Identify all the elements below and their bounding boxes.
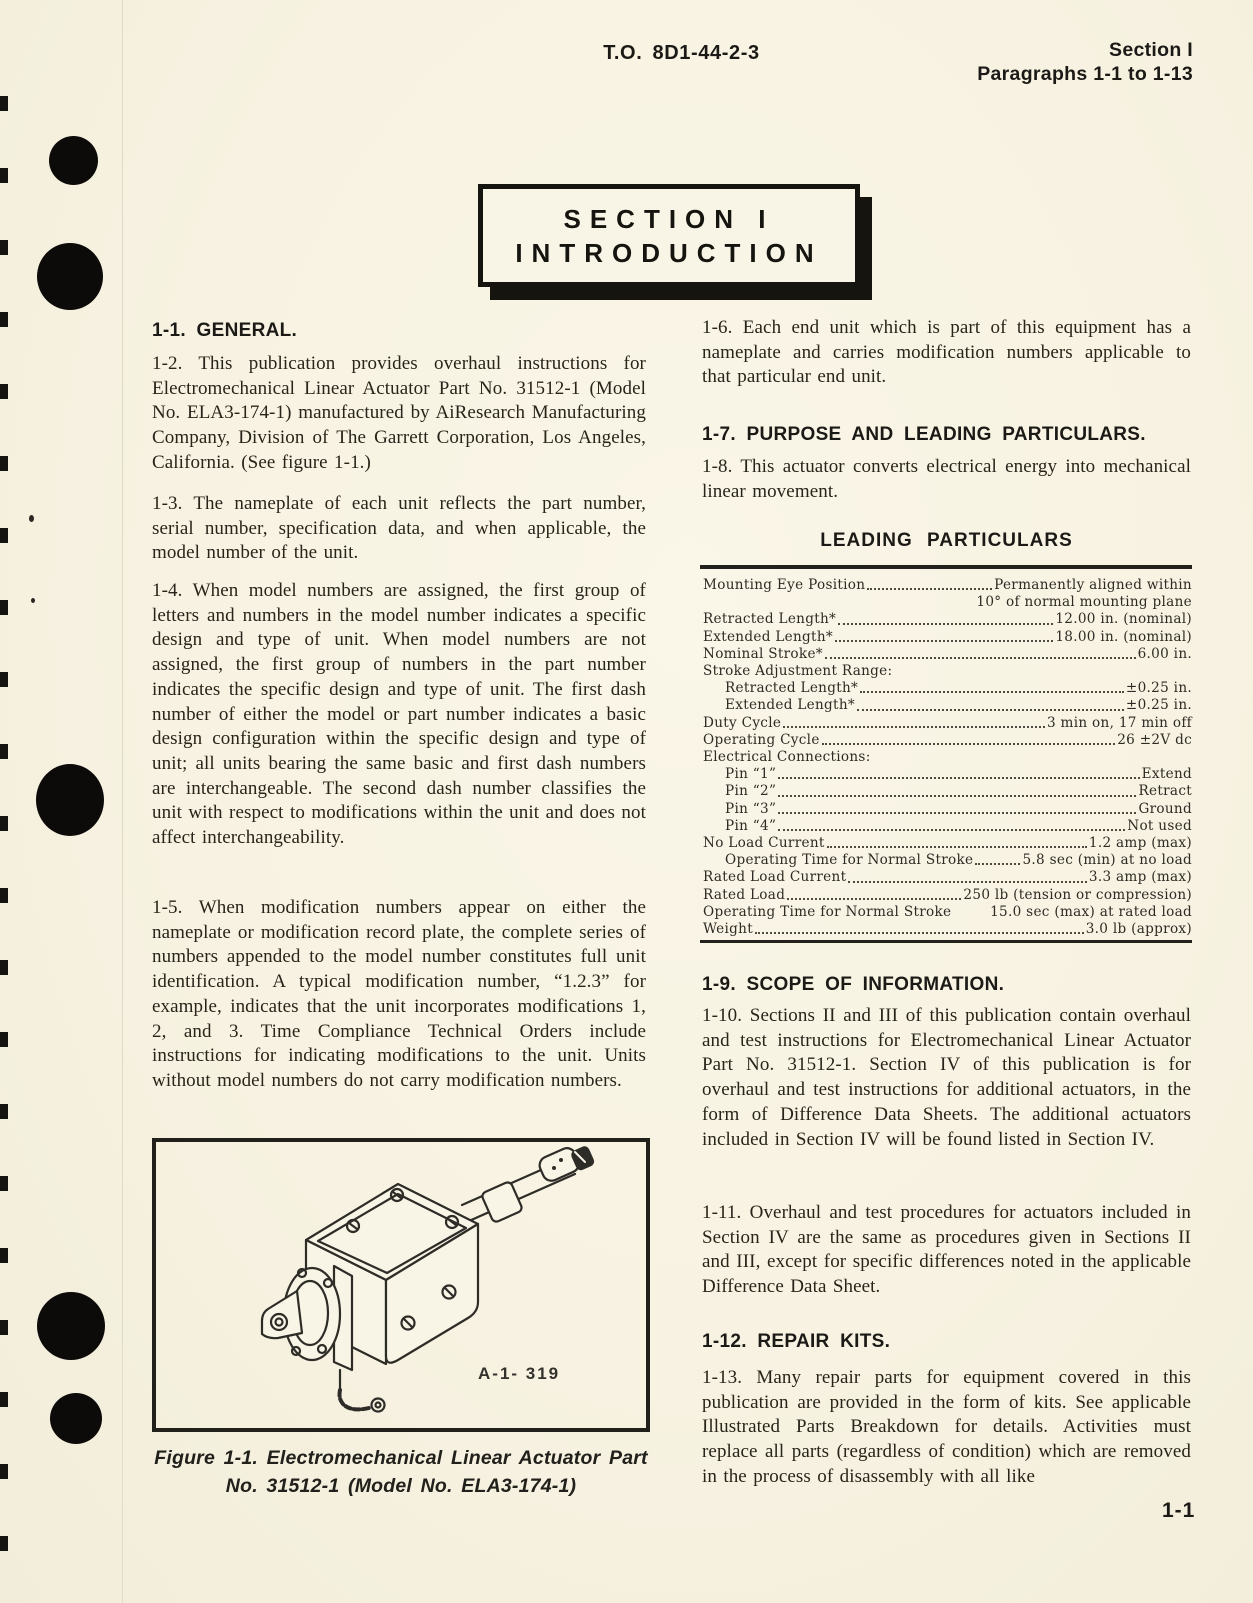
paragraph-1-4: 1-4. When model numbers are assigned, the first group of letters and numbers in the model number indicates a specific design and type of unit. When model numbers are not assigned, the first group of numbers in the part number indicates the specific design and type of unit. The first dash number of either the model or part number indicates a basic design configuration within the specific design and type of unit; all units bearing the same basic and first dash numbers are interchangeable. The second dash number classifies the unit with respect to modifications within the unit and does not affect interchangeability. [152, 580, 646, 849]
figure-1-1-box [152, 1138, 650, 1432]
lp-row-value: ±0.25 in. [1125, 680, 1192, 697]
page-number: 1-1 [1162, 1499, 1196, 1522]
leading-particulars-rows [703, 577, 1192, 938]
section-title-line1: SECTION I [563, 204, 775, 234]
lp-row-value: Ground [1138, 800, 1192, 817]
header-paragraph-range: Paragraphs 1-1 to 1-13 [977, 63, 1193, 85]
dot-leader [827, 846, 1087, 848]
paragraph-1-2: 1-2. This publication provides overhaul instructions for Electromechanical Linear Actuator Part No. 31512-1 (Model No. ELA3-174-1) manufactured by AiResearch Manufacturing Company, Division of The Garrett Corporation, Los Angeles, California. (See figure 1-1.) [152, 353, 646, 473]
lp-row-label: Duty Cycle [703, 714, 782, 731]
lp-row-value: Retract [1138, 783, 1192, 800]
paragraph-1-3: 1-3. The nameplate of each unit reflects the part number, serial number, specification data, and when applicable, the model number of the unit. [152, 493, 646, 564]
leading-particulars-row [703, 594, 1192, 611]
lp-row-value: 26 ±2V dc [1117, 731, 1192, 748]
lp-row-label: Stroke Adjustment Range: [703, 663, 893, 680]
leading-particulars-row [703, 852, 1192, 869]
dot-leader [857, 709, 1124, 711]
dot-leader [778, 777, 1139, 779]
leading-particulars-row [703, 715, 1192, 732]
lp-row-label: Retracted Length* [725, 680, 859, 697]
leading-particulars-row [703, 663, 1192, 680]
lp-row-label: Extended Length* [703, 628, 833, 645]
lp-row-value: 10° of normal mounting plane [976, 594, 1192, 611]
lp-row-value: Permanently aligned within [994, 577, 1192, 593]
section-title-box [478, 184, 860, 287]
binding-edge-marks [0, 96, 8, 1586]
lp-row-label: Retracted Length* [703, 611, 837, 628]
leading-particulars-row [703, 611, 1192, 628]
lp-row-value: 3 min on, 17 min off [1046, 714, 1192, 731]
dot-leader [848, 881, 1087, 883]
header-section-info [977, 38, 1193, 86]
leading-particulars-row [703, 921, 1192, 938]
scan-speck [29, 515, 34, 522]
leading-particulars-row [703, 818, 1192, 835]
lp-row-value: 5.8 sec (min) at no load [1022, 852, 1192, 869]
lp-row-value: 250 lb (tension or compression) [963, 886, 1192, 903]
lp-row-value: 12.00 in. (nominal) [1055, 611, 1192, 628]
header-doc-number: T.O. 8D1-44-2-3 [603, 42, 760, 64]
dot-leader [835, 640, 1053, 642]
paragraph-1-10: 1-10. Sections II and III of this publication contain overhaul and test instructions for Electromechanical Linear Actuator Part No. 31512-1. Section IV of this publication is for overhaul and test instructions for additional actuators, in the form of Difference Data Sheets. The additional actuators included in Section IV will be found listed in Section IV. [702, 1005, 1191, 1150]
dot-leader [778, 812, 1136, 814]
lp-row-value: ±0.25 in. [1125, 697, 1192, 714]
dot-leader [867, 588, 992, 590]
dot-leader [783, 726, 1045, 728]
dot-leader [825, 657, 1136, 659]
leading-particulars-row [703, 835, 1192, 852]
scan-speck [31, 598, 35, 603]
punch-hole-mark [37, 1292, 105, 1360]
lp-row-value: 3.0 lb (approx) [1085, 921, 1192, 938]
lp-row-label: Pin “1” [725, 766, 777, 783]
heading-1-1-general: 1-1. GENERAL. [152, 320, 298, 341]
leading-particulars-row [703, 629, 1192, 646]
section-title-line2: INTRODUCTION [515, 238, 823, 268]
dot-leader [778, 795, 1136, 797]
punch-hole-mark [49, 136, 98, 185]
lp-row-value: Extend [1141, 766, 1192, 783]
figure-1-1-caption [152, 1444, 650, 1500]
paragraph-1-8: 1-8. This actuator converts electrical energy into mechanical linear movement. [702, 456, 1191, 502]
dot-leader [755, 932, 1084, 934]
leading-particulars-title: LEADING PARTICULARS [820, 530, 1073, 551]
leading-particulars-row [703, 783, 1192, 800]
leading-particulars-row [703, 801, 1192, 818]
paragraph-1-6: 1-6. Each end unit which is part of this equipment has a nameplate and carries modification numbers applicable to that particular end unit. [702, 317, 1191, 388]
lp-row-label: Weight [703, 921, 753, 938]
paragraph-1-11: 1-11. Overhaul and test procedures for actuators included in Section IV are the same as procedures given in Sections II and III, except for specific differences noted in the applicable Difference Data Sheet. [702, 1202, 1191, 1298]
lp-row-label: Pin “3” [725, 800, 777, 817]
leading-particulars-row [703, 577, 1192, 594]
actuator-illustration [156, 1142, 646, 1428]
heading-1-7-purpose: 1-7. PURPOSE AND LEADING PARTICULARS. [702, 424, 1146, 445]
lp-row-value: 6.00 in. [1137, 645, 1192, 662]
table-bottom-rule [700, 940, 1192, 943]
lp-row-label: Operating Cycle [703, 731, 820, 748]
lp-row-label: Pin “2” [725, 783, 777, 800]
figure-caption-line2: No. 31512-1 (Model No. ELA3-174-1) [225, 1475, 577, 1497]
dot-leader [860, 691, 1124, 693]
scan-edge-line [122, 0, 123, 1603]
figure-drawing-label: A-1- 319 [478, 1364, 561, 1383]
dot-leader [787, 898, 961, 900]
lp-row-value: 15.0 sec (max) at rated load [990, 903, 1192, 920]
lp-row-label: Pin “4” [725, 817, 777, 834]
lp-row-value: 1.2 amp (max) [1088, 835, 1192, 852]
table-top-rule [700, 565, 1192, 569]
paragraph-1-5: 1-5. When modification numbers appear on either the nameplate or modification record plate, the complete series of numbers appended to the model number constitutes full unit identification. A typical modification number, “1.2.3” for example, indicates that the unit incorporates modifications 1, 2, and 3. Time Compliance Technical Orders include instructions for indicating modifications to the unit. Units without model numbers do not carry modification numbers. [152, 897, 646, 1091]
leading-particulars-row [703, 904, 1192, 921]
lp-row-label: Rated Load Current [703, 869, 847, 886]
lp-row-value: 18.00 in. (nominal) [1055, 628, 1192, 645]
header-section-label: Section I [1109, 39, 1193, 61]
heading-1-9-scope: 1-9. SCOPE OF INFORMATION. [702, 974, 1005, 995]
lp-row-label: Rated Load [703, 886, 786, 903]
figure-caption-line1: Figure 1-1. Electromechanical Linear Actuator Part [154, 1447, 648, 1469]
lp-row-value: Not used [1127, 817, 1192, 834]
lp-row-label: Operating Time for Normal Stroke [725, 852, 974, 869]
leading-particulars-row [703, 646, 1192, 663]
dot-leader [838, 623, 1053, 625]
lp-row-label: Mounting Eye Position [703, 577, 866, 593]
paragraph-1-13: 1-13. Many repair parts for equipment covered in this publication are provided in the form of kits. See applicable Illustrated Parts Breakdown for details. Activities must replace all parts (regardless of condition) which are removed in the process of disassembly with all like [702, 1367, 1191, 1487]
punch-hole-mark [36, 764, 104, 836]
dot-leader [778, 829, 1125, 831]
leading-particulars-row [703, 869, 1192, 886]
punch-hole-mark [50, 1393, 102, 1444]
heading-1-12-repair-kits: 1-12. REPAIR KITS. [702, 1331, 891, 1352]
dot-leader [975, 863, 1020, 865]
punch-hole-mark [37, 243, 103, 310]
leading-particulars-row [703, 766, 1192, 783]
lp-row-label: Extended Length* [725, 697, 855, 714]
leading-particulars-row [703, 732, 1192, 749]
leading-particulars-row [703, 887, 1192, 904]
lp-row-label: Nominal Stroke* [703, 645, 823, 662]
dot-leader [822, 743, 1116, 745]
leading-particulars-row [703, 697, 1192, 714]
leading-particulars-row [703, 749, 1192, 766]
lp-row-label: Electrical Connections: [703, 749, 871, 766]
lp-row-label: Operating Time for Normal Stroke [703, 903, 952, 920]
lp-row-value: 3.3 amp (max) [1088, 869, 1192, 886]
leading-particulars-row [703, 680, 1192, 697]
lp-row-label: No Load Current [703, 835, 825, 852]
